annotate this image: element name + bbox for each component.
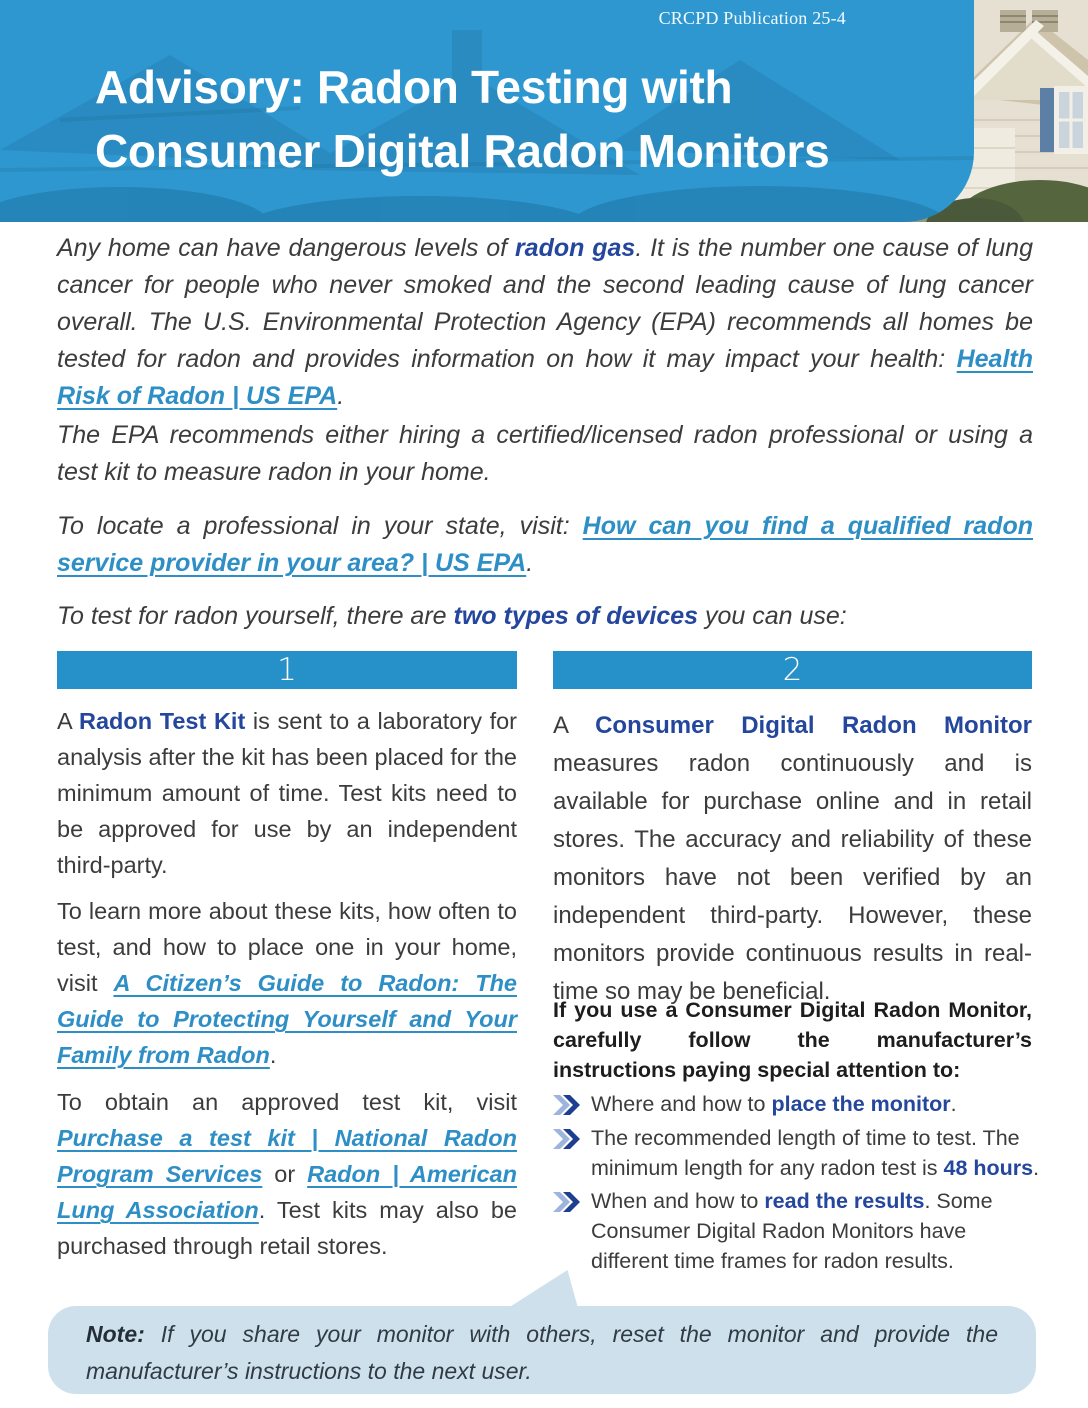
- col2-paragraph-monitor: [553, 707, 1032, 1011]
- bullet-text: [591, 1123, 1043, 1183]
- bullet-text-part: When and how to: [591, 1189, 765, 1213]
- intro-text: . It is the number one cause of lung cancer for people who never smoked and the second leading cause of lung cancer overall. The U.S. Environmental Protection Agency (EPA) recommends all homes be tested for radon and provides information on how it may impact your health:: [57, 234, 1033, 373]
- note-text: If you share your monitor with others, reset the monitor and provide the manufacturer’s instructions to the next user.: [86, 1321, 998, 1384]
- col1-paragraph-learn-more: [57, 893, 517, 1073]
- col1-text: A: [57, 708, 80, 734]
- place-monitor-term: place the monitor: [771, 1092, 951, 1116]
- bullet-text-part: . Some Consumer Digital Radon Monitors have different time frames for radon results.: [591, 1189, 993, 1273]
- page-title-line1: Advisory: Radon Testing with: [95, 61, 733, 113]
- bullet-text: [591, 1186, 1043, 1276]
- bullet-text-part: Where and how to: [591, 1092, 772, 1116]
- section-1-number: 1: [277, 652, 297, 688]
- bullet-text-part: .: [1033, 1156, 1040, 1180]
- two-types-term: two types of devices: [453, 602, 699, 630]
- col1-text: . Test kits may also be purchased through retail stores.: [57, 1197, 517, 1259]
- read-results-term: read the results: [764, 1189, 925, 1213]
- col2-text: measures radon continuously and is available for purchase online and in retail stores. The accuracy and reliability of these monitors have not been verified by an independent third-party. However, these monitors provide continuous results in real-time so may be beneficial.: [553, 750, 1032, 1005]
- bullet-text-part: .: [950, 1092, 957, 1116]
- radon-test-kit-term: Radon Test Kit: [79, 708, 246, 734]
- bullet-read-results: [553, 1186, 1043, 1276]
- chevron-bullet-icon: [553, 1089, 591, 1120]
- intro-text: .: [337, 382, 345, 410]
- bullet-text-part: The recommended length of time to test. The minimum length for any radon test is: [591, 1126, 1020, 1180]
- find-provider-link[interactable]: How can you find a qualified radon service provider in your area? | US EPA: [57, 512, 1033, 577]
- publication-number: CRCPD Publication 25-4: [658, 8, 846, 28]
- section-1-bar: [57, 651, 517, 689]
- intro-text: To locate a professional in your state, visit:: [57, 512, 583, 540]
- col1-text: To obtain an approved test kit, visit: [57, 1089, 517, 1115]
- intro-paragraph-epa-recommends: The EPA recommends either hiring a certified/licensed radon professional or using a test kit to measure radon in your home.: [57, 421, 1033, 486]
- intro-text: you can use:: [698, 602, 847, 630]
- intro-paragraph-radon-gas: [57, 230, 1033, 415]
- intro-text: To test for radon yourself, there are: [57, 602, 454, 630]
- col2-text: A: [553, 712, 596, 739]
- col2-bullet-list: [553, 1089, 1043, 1279]
- chevron-bullet-icon: [553, 1123, 591, 1154]
- bullet-place-monitor: [553, 1089, 1043, 1120]
- header-blue-overlay: [0, 0, 974, 222]
- col2-subhead-instructions: If you use a Consumer Digital Radon Monitor, carefully follow the manufacturer’s instructions paying special attention to:: [553, 998, 1032, 1082]
- intro-paragraph-locate-professional: [57, 508, 1033, 582]
- header-banner: [0, 0, 1088, 222]
- purchase-kit-link[interactable]: Purchase a test kit | National Radon Program Services: [57, 1125, 517, 1187]
- 48-hours-term: 48 hours: [943, 1156, 1034, 1180]
- section-2-number: 2: [782, 652, 803, 688]
- digital-monitor-term: Consumer Digital Radon Monitor: [595, 712, 1032, 739]
- radon-gas-term: radon gas: [514, 234, 636, 262]
- health-risk-link[interactable]: Health Risk of Radon | US EPA: [57, 345, 1033, 410]
- bullet-text: [591, 1089, 957, 1119]
- note-label: Note:: [86, 1321, 145, 1347]
- chevron-bullet-icon: [553, 1186, 591, 1217]
- intro-text: Any home can have dangerous levels of: [57, 234, 515, 262]
- col1-paragraph-test-kit: [57, 703, 517, 883]
- col1-text: or: [262, 1161, 308, 1187]
- lung-association-link[interactable]: Radon | American Lung Association: [57, 1161, 517, 1223]
- page-title-line2: Consumer Digital Radon Monitors: [95, 125, 830, 177]
- col1-text: .: [269, 1042, 277, 1068]
- citizens-guide-link[interactable]: A Citizen’s Guide to Radon: The Guide to Protecting Yourself and Your Family from Radon: [57, 970, 517, 1068]
- bullet-length-of-time: [553, 1123, 1043, 1183]
- intro-text: .: [526, 549, 534, 577]
- col1-paragraph-obtain-kit: [57, 1084, 517, 1264]
- note-callout: [48, 1306, 1036, 1394]
- note-bubble-tail: [508, 1270, 578, 1308]
- col1-text: To learn more about these kits, how often to test, and how to place one in your home, visit: [57, 898, 517, 996]
- section-2-bar: [553, 651, 1032, 689]
- col1-text: is sent to a laboratory for analysis after the kit has been placed for the minimum amount of time. Test kits need to be approved for use by an independent third-party.: [57, 708, 517, 878]
- intro-paragraph-two-devices: [57, 598, 1033, 635]
- page-title: [95, 55, 829, 183]
